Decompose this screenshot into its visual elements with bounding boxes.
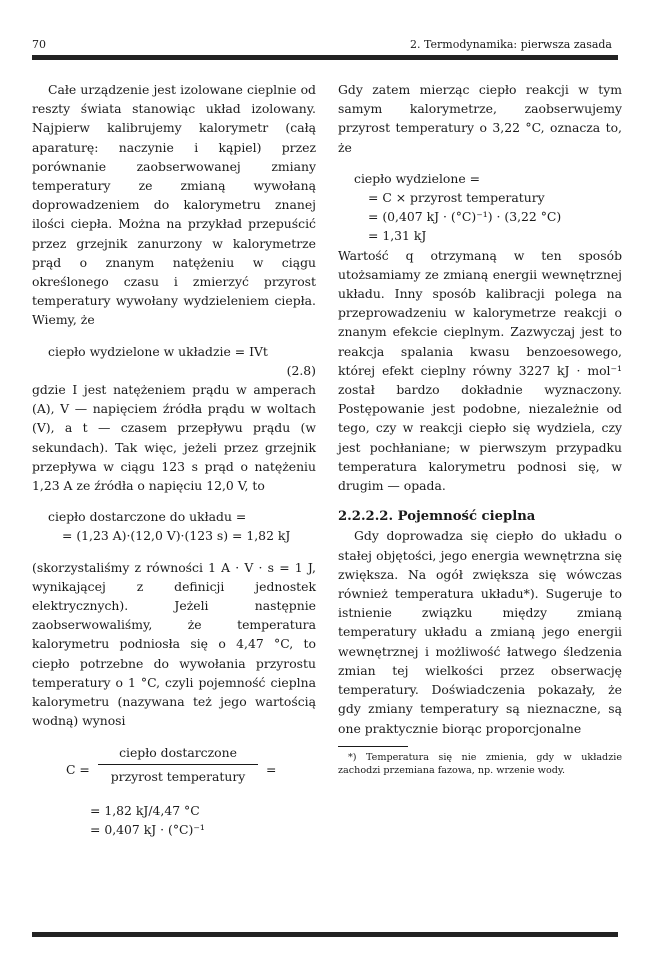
fraction-equation bbox=[66, 743, 316, 801]
equation-line: = 1,31 kJ bbox=[368, 228, 427, 244]
fraction-numerator: ciepło dostarczone bbox=[98, 743, 258, 765]
right-column bbox=[338, 80, 622, 777]
equation-line: = C × przyrost temperatury bbox=[368, 190, 545, 206]
footer-rule bbox=[32, 932, 618, 937]
equation-line: ciepło wydzielone = bbox=[354, 170, 480, 186]
paragraph: gdzie I jest natężeniem prądu w amperach (A), V — napięciem źródła prądu w woltach (V), a t — czasem przepływu prądu (w sekundach). Tak więc, jeżeli przez grzejnik przepływa w ciągu 123 s prąd o natężeniu 1,23 A ze źródła o napięciu 12,0 V, to bbox=[32, 382, 316, 494]
fraction-equals: = bbox=[266, 761, 277, 777]
fraction-lhs: C = bbox=[66, 761, 90, 777]
section-heading: 2.2.2.2. Pojemność cieplna bbox=[338, 509, 536, 525]
equation-line: = (1,23 A)·(12,0 V)·(123 s) = 1,82 kJ bbox=[62, 528, 291, 544]
paragraph: Całe urządzenie jest izolowane cieplnie od reszty świata stanowiąc układ izolowany. Najpierw kalibrujemy kalorymetr (całą aparaturę: naczynie i kąpiel) przez porównanie zaobserwowanej zmiany temperatury ze zmianą wywołaną doprowadzeniem do kalorymetru znanej ilości ciepła. Można na przykład przepuścić przez grzejnik zanurzony w kalorymetrze prąd o znanym natężeniu w ciągu określonego czasu i zmierzyć przyrost temperatury wywołany wydzieleniem ciepła. Wiemy, że bbox=[32, 82, 316, 328]
footnote: *) Temperatura się nie zmienia, gdy w układzie zachodzi przemiana fazowa, np. wrzenie wody. bbox=[338, 751, 622, 776]
equation-line: = 0,407 kJ · (°C)⁻¹ bbox=[90, 821, 205, 837]
fraction-denominator: przyrost temperatury bbox=[110, 768, 246, 784]
page-number: 70 bbox=[32, 38, 46, 51]
paragraph: Wartość q otrzymaną w ten sposób utożsamiamy ze zmianą energii wewnętrznej układu. Inny sposób kalibracji polega na przeprowadzeniu w kalorymetrze reakcji o znanym efekcie cieplnym. Zazwyczaj jest to reakcja spalania kwasu benzoesowego, której efekt cieplny równy 3227 kJ · mol⁻¹ został bardzo dokładnie wyznaczony. Postępowanie jest podobne, niezależnie od tego, czy w reakcji ciepło się wydziela, czy jest pochłaniane; w pierwszym przypadku temperatura kalorymetru podnosi się, w drugim — opada. bbox=[338, 247, 622, 494]
equation-number: (2.8) bbox=[286, 362, 316, 378]
paragraph: Gdy doprowadza się ciepło do układu o stałej objętości, jego energia wewnętrzna się zwiększa. Na ogół zwiększa się wówczas również temperatura układu*). Sugeruje to istnienie związku między zmianą temperatury układu a zmianą jego energii wewnętrznej i możliwość łatwego śledzenia zmian tej wielkości przez obserwację temperatury. Doświadczenia pokazały, że gdy zmiany temperatury są nieznaczne, są one praktycznie biorąc proporcjonalne bbox=[338, 528, 622, 736]
paragraph: (skorzystaliśmy z równości 1 A · V · s = 1 J, wynikającej z definicji jednostek elektrycznych). Jeżeli następnie zaobserwowaliśmy, że temperatura kalorymetru podniosła się o 4,47 °C, to ciepło potrzebne do wywołania przyrostu temperatury o 1 °C, czyli pojemność cieplna kalorymetru (nazywana też jego wartością wodną) wynosi bbox=[32, 559, 316, 729]
equation-line: = 1,82 kJ/4,47 °C bbox=[90, 802, 200, 818]
paragraph: Gdy zatem mierząc ciepło reakcji w tym samym kalorymetrze, zaobserwujemy przyrost temperatury o 3,22 °C, oznacza to, że bbox=[338, 82, 622, 155]
fraction bbox=[98, 743, 258, 786]
equation-line: ciepło dostarczone do układu = bbox=[48, 509, 247, 525]
footnote-rule bbox=[338, 746, 408, 747]
header-rule bbox=[32, 55, 618, 60]
left-column bbox=[32, 80, 316, 839]
equation-line: = (0,407 kJ · (°C)⁻¹) · (3,22 °C) bbox=[368, 209, 562, 225]
equation-text: ciepło wydzielone w układzie = IVt bbox=[48, 343, 268, 359]
chapter-title: 2. Termodynamika: pierwsza zasada bbox=[410, 38, 612, 51]
equation-2-8 bbox=[32, 342, 316, 361]
